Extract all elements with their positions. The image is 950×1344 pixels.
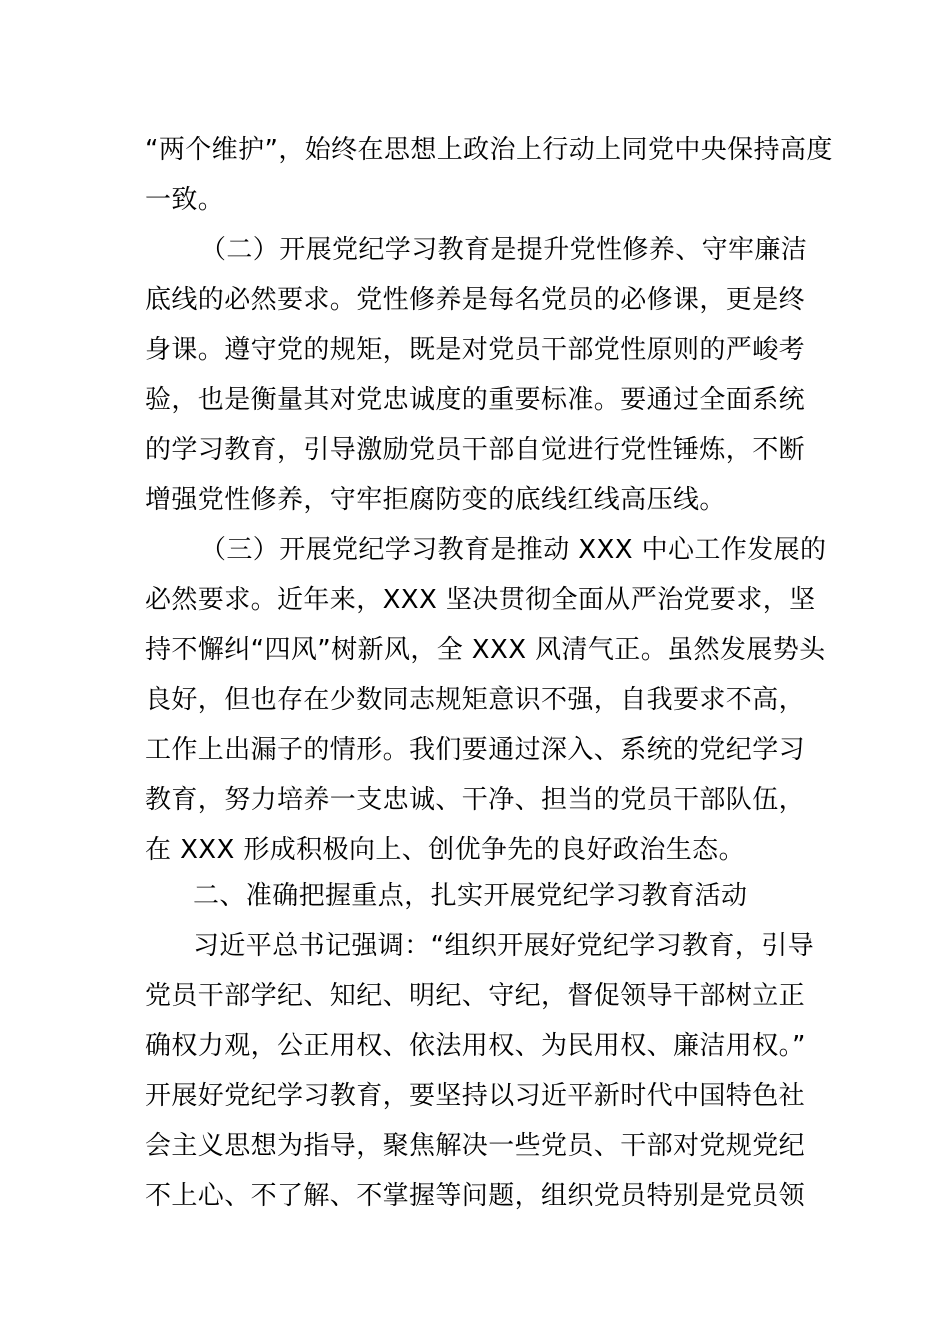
text-line: 习近平总书记强调：“组织开展好党纪学习教育，引导 — [193, 931, 815, 961]
text-line: 在 XXX 形成积极向上、创优争先的良好政治生态。 — [145, 835, 745, 865]
text-line: 教育，努力培养一支忠诚、干净、担当的党员干部队伍， — [145, 785, 806, 815]
text-line: 身课。遵守党的规矩，既是对党员干部党性原则的严峻考 — [145, 335, 806, 365]
text-line: 党员干部学纪、知纪、明纪、守纪，督促领导干部树立正 — [145, 981, 806, 1011]
text-line: 良好，但也存在少数同志规矩意识不强，自我要求不高， — [145, 685, 806, 715]
text-line: 确权力观，公正用权、依法用权、为民用权、廉洁用权。” — [145, 1031, 806, 1061]
text-line: “两个维护”，始终在思想上政治上行动上同党中央保持高度 — [145, 135, 833, 165]
section-heading-3: （三）开展党纪学习教育是推动 XXX 中心工作发展的 — [200, 535, 827, 565]
text-line: 增强党性修养，守牢拒腐防变的底线红线高压线。 — [145, 485, 726, 515]
text-line: 不上心、不了解、不掌握等问题，组织党员特别是党员领 — [145, 1181, 806, 1211]
text-line: 的学习教育，引导激励党员干部自觉进行党性锤炼，不断 — [145, 435, 806, 465]
section-heading-2: （二）开展党纪学习教育是提升党性修养、守牢廉洁 — [200, 235, 808, 265]
text-line: 工作上出漏子的情形。我们要通过深入、系统的党纪学习 — [145, 735, 806, 765]
text-line: 持不懈纠“四风”树新风，全 XXX 风清气正。虽然发展势头 — [145, 635, 826, 665]
text-line: 验，也是衡量其对党忠诚度的重要标准。要通过全面系统 — [145, 385, 806, 415]
chapter-heading: 二、准确把握重点，扎实开展党纪学习教育活动 — [193, 881, 748, 911]
text-line: 必然要求。近年来，XXX 坚决贯彻全面从严治党要求，坚 — [145, 585, 816, 615]
text-line: 会主义思想为指导，聚焦解决一些党员、干部对党规党纪 — [145, 1131, 806, 1161]
text-line: 底线的必然要求。党性修养是每名党员的必修课，更是终 — [145, 285, 806, 315]
text-line: 开展好党纪学习教育，要坚持以习近平新时代中国特色社 — [145, 1081, 806, 1111]
text-line: 一致。 — [145, 185, 225, 215]
